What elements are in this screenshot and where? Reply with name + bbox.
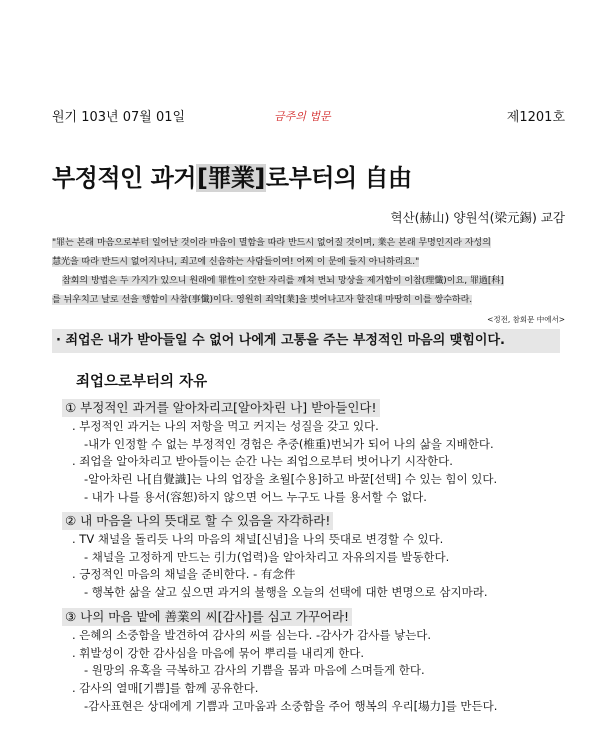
issue-number: 제1201호: [506, 110, 565, 125]
page-title: [52, 158, 412, 193]
scripture-quote: [52, 234, 566, 310]
quote-source: <정전, 참회문 中에서>: [487, 315, 565, 324]
section-heading: ② 내 마음을 나의 뜻대로 할 수 있음을 자각하라!: [62, 512, 333, 530]
thesis-statement: · 죄업은 내가 받아들일 수 없어 나에게 고통을 주는 부정적인 마음의 맺힘이다.: [52, 329, 560, 353]
body-line: - 내가 나를 용서(容恕)하지 않으면 어느 누구도 나를 용서할 수 없다.: [84, 489, 427, 504]
author-line: 혁산(赫山) 양원석(梁元錫) 교감: [390, 210, 565, 225]
body-line: . 은혜의 소중함을 발견하여 감사의 씨를 심는다. -감사가 감사를 낳는다.: [72, 627, 432, 642]
title-prefix: 부정적인 과거: [52, 164, 196, 192]
category-label: 금주의 법문: [274, 110, 331, 123]
quote-line: 를 뉘우치고 날로 선을 행함이 사참(事懺)이다. 영원히 죄악[業]을 벗어나고자 할진대 마땅히 이를 쌍수하라.: [52, 295, 473, 305]
section-2: [62, 512, 572, 602]
body-line: . 긍정적인 마음의 채널을 준비한다. - 有念件: [72, 567, 296, 582]
date-text: 원기 103년 07월 01일: [52, 110, 186, 125]
quote-line: 慧光을 따라 반드시 없어지나니, 죄고에 신음하는 사람들이여! 어찌 이 문에 들지 아니하리요.": [52, 257, 420, 267]
body-line: - 채널을 고정하게 만드는 引力(업력)을 알아차리고 자유의지를 발동한다.: [84, 549, 450, 564]
quote-line: 참회의 방법은 두 가지가 있으니 원래에 罪性이 空한 자리를 깨쳐 번뇌 망상을 제거함이 이참(理懺)이요, 罪過[科]: [62, 276, 504, 286]
body-line: -알아차린 나[自覺識]는 나의 업장을 초월[수용]하고 바꿀[선택] 수 있는 힘이 있다.: [84, 472, 498, 487]
section-3: [62, 608, 572, 716]
body-line: . 휘발성이 강한 감사심을 마음에 묶어 뿌리를 내리게 한다.: [72, 645, 365, 660]
section-title: 죄업으로부터의 자유: [76, 374, 208, 390]
title-highlight: [罪業]: [196, 164, 265, 192]
section-heading: ① 부정적인 과거를 알아차리고[알아차린 나] 받아들인다!: [62, 399, 380, 417]
body-line: . 부정적인 과거는 나의 저항을 먹고 커지는 성질을 갖고 있다.: [72, 418, 379, 433]
body-line: -감사표현은 상대에게 기쁨과 고마움과 소중함을 주어 행복의 우리[場力]를 만든다.: [84, 698, 498, 713]
body-line: -내가 인정할 수 없는 부정적인 경험은 추중(椎重)번뇌가 되어 나의 삶을 지배한다.: [84, 436, 494, 451]
body-line: . 죄업을 알아차리고 받아들이는 순간 나는 죄업으로부터 벗어나기 시작한다.: [72, 454, 453, 469]
body-line: . TV 채널을 돌리듯 나의 마음의 채널[신념]을 나의 뜻대로 변경할 수 있다.: [72, 531, 444, 546]
body-line: - 행복한 삶을 살고 싶으면 과거의 불행을 오늘의 선택에 대한 변명으로 삼지마라.: [84, 585, 488, 600]
body-line: . 감사의 열매[기쁨]를 함께 공유한다.: [72, 681, 259, 696]
section-1: [62, 399, 572, 507]
section-heading: ③ 나의 마음 밭에 善業의 씨[감사]를 심고 가꾸어라!: [62, 608, 352, 626]
body-line: - 원망의 유혹을 극복하고 감사의 기쁨을 몸과 마음에 스며들게 한다.: [84, 663, 425, 678]
title-suffix: 로부터의 自由: [265, 164, 412, 192]
quote-line: "罪는 본래 마음으로부터 일어난 것이라 마음이 멸함을 따라 반드시 없어질 것이며, 業은 본래 무명인지라 자성의: [52, 238, 491, 248]
